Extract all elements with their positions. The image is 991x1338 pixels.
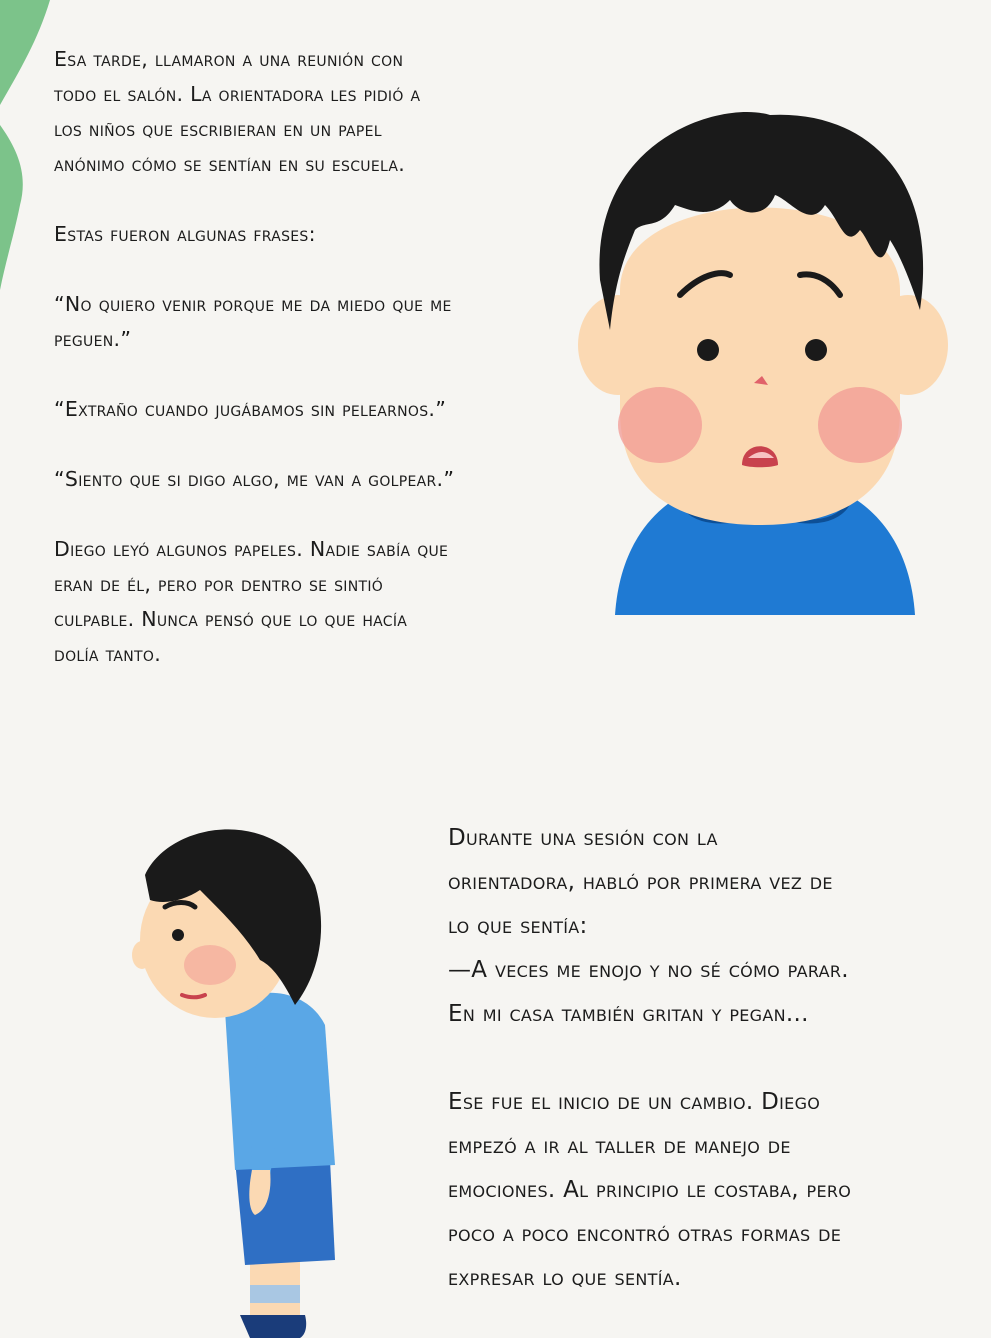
text-line: peguen.”: [54, 327, 132, 351]
text-line: Durante una sesión con la: [448, 825, 718, 851]
leaf-decoration: [0, 0, 60, 300]
text-line: emociones. Al principio le costaba, pero: [448, 1177, 852, 1203]
text-line: poco a poco encontró otras formas de: [448, 1221, 842, 1247]
text-line: los niños que escribieran en un papel: [54, 117, 382, 141]
text-line: Ese fue el inicio de un cambio. Diego: [448, 1089, 821, 1115]
text-line: dolía tanto.: [54, 642, 162, 666]
text-line: —A veces me enojo y no sé cómo parar.: [448, 957, 849, 983]
text-line: Diego leyó algunos papeles. Nadie sabía que: [54, 537, 449, 561]
text-line: eran de él, pero por dentro se sintió: [54, 572, 384, 596]
text-line: expresar lo que sentía.: [448, 1265, 682, 1291]
text-line: En mi casa también gritan y pegan...: [448, 1001, 809, 1027]
worried-boy-illustration: [570, 80, 950, 620]
text-line: culpable. Nunca pensó que lo que hacía: [54, 607, 408, 631]
text-line: todo el salón. La orientadora les pidió a: [54, 82, 421, 106]
text-line: “Extraño cuando jugábamos sin pelearnos.”: [54, 397, 447, 421]
text-line: lo que sentía:: [448, 913, 588, 939]
text-line: anónimo cómo se sentían en su escuela.: [54, 152, 406, 176]
text-line: Estas fueron algunas frases:: [54, 222, 316, 246]
text-line: “Siento que si digo algo, me van a golpear.”: [54, 467, 455, 491]
text-line: empezó a ir al taller de manejo de: [448, 1133, 791, 1159]
text-line: “No quiero venir porque me da miedo que me: [54, 292, 452, 316]
top-text-block: [54, 42, 454, 672]
bottom-text-block: [448, 816, 851, 1300]
bowing-boy-illustration: [130, 815, 350, 1338]
text-line: Esa tarde, llamaron a una reunión con: [54, 47, 404, 71]
text-line: orientadora, habló por primera vez de: [448, 869, 833, 895]
